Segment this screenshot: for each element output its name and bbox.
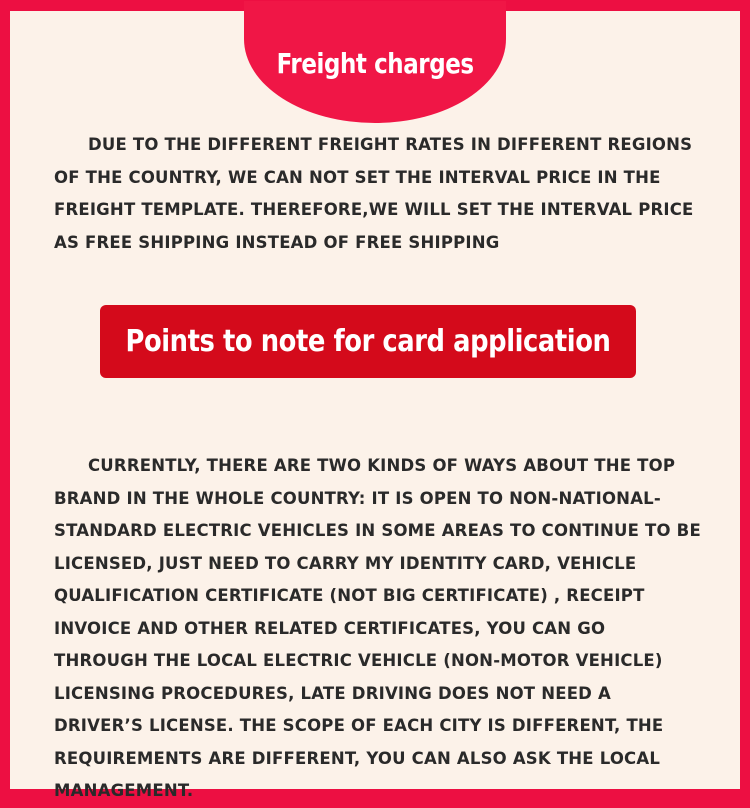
card-application-header [100, 305, 636, 378]
card-application-text: CURRENTLY, THERE ARE TWO KINDS OF WAYS ABOUT THE TOP BRAND IN THE WHOLE COUNTRY: IT IS OPEN TO NON-NATIONAL-STANDARD ELECTRIC VEHICLES IN SOME AREAS TO CONTINUE TO BE LICENSED, JUST NEED TO CARRY MY IDENTITY CARD, VEHICLE QUALIFICATION CERTIFICATE (NOT BIG CERTIFICATE) , RECEIPT INVOICE AND OTHER RELATED CERTIFICATES, YOU CAN GO THROUGH THE LOCAL ELECTRIC VEHICLE (NON-MOTOR VEHICLE) LICENSING PROCEDURES, LATE DRIVING DOES NOT NEED A DRIVER’S LICENSE. THE SCOPE OF EACH CITY IS DIFFERENT, THE REQUIREMENTS ARE DIFFERENT, YOU CAN ALSO ASK THE LOCAL MANAGEMENT. [54, 456, 701, 800]
freight-charges-title: Freight charges [276, 46, 474, 80]
freight-notice-text: DUE TO THE DIFFERENT FREIGHT RATES IN DIFFERENT REGIONS OF THE COUNTRY, WE CAN NOT SET THE INTERVAL PRICE IN THE FREIGHT TEMPLATE. THEREFORE,WE WILL SET THE INTERVAL PRICE AS FREE SHIPPING INSTEAD OF FREE SHIPPING [54, 135, 694, 252]
title-tab [244, 1, 506, 123]
content-panel [10, 11, 740, 800]
card-application-title: Points to note for card application [125, 324, 611, 359]
